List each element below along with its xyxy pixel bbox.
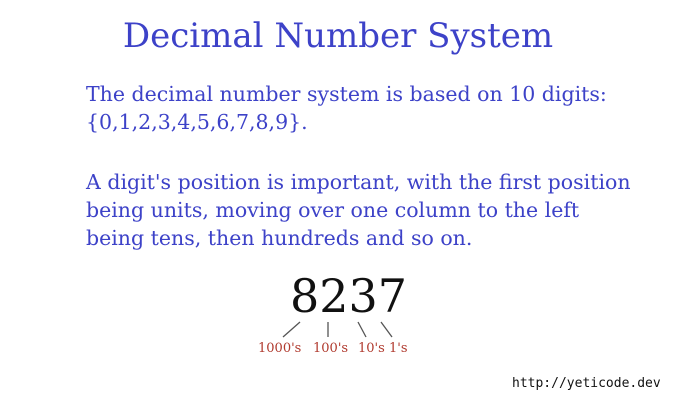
pointer-ones [381, 322, 392, 337]
pointer-tens [358, 322, 366, 337]
position-line-2: being units, moving over one column to the left [86, 198, 580, 222]
intro-line-1: The decimal number system is based on 10 digits: [86, 82, 607, 106]
place-label-hundreds: 100's [313, 341, 349, 356]
position-line-1: A digit's position is important, with the first position [86, 170, 631, 194]
page-title: Decimal Number System [122, 16, 554, 56]
watermark-url: http://yeticode.dev [512, 376, 661, 391]
pointer-thousands [283, 322, 300, 337]
example-number: 8237 [290, 269, 408, 323]
place-label-ones: 1's [389, 341, 408, 356]
position-line-3: being tens, then hundreds and so on. [86, 226, 473, 250]
place-label-thousands: 1000's [258, 341, 302, 356]
intro-line-2: {0,1,2,3,4,5,6,7,8,9}. [86, 110, 308, 134]
place-label-tens: 10's [358, 341, 385, 356]
